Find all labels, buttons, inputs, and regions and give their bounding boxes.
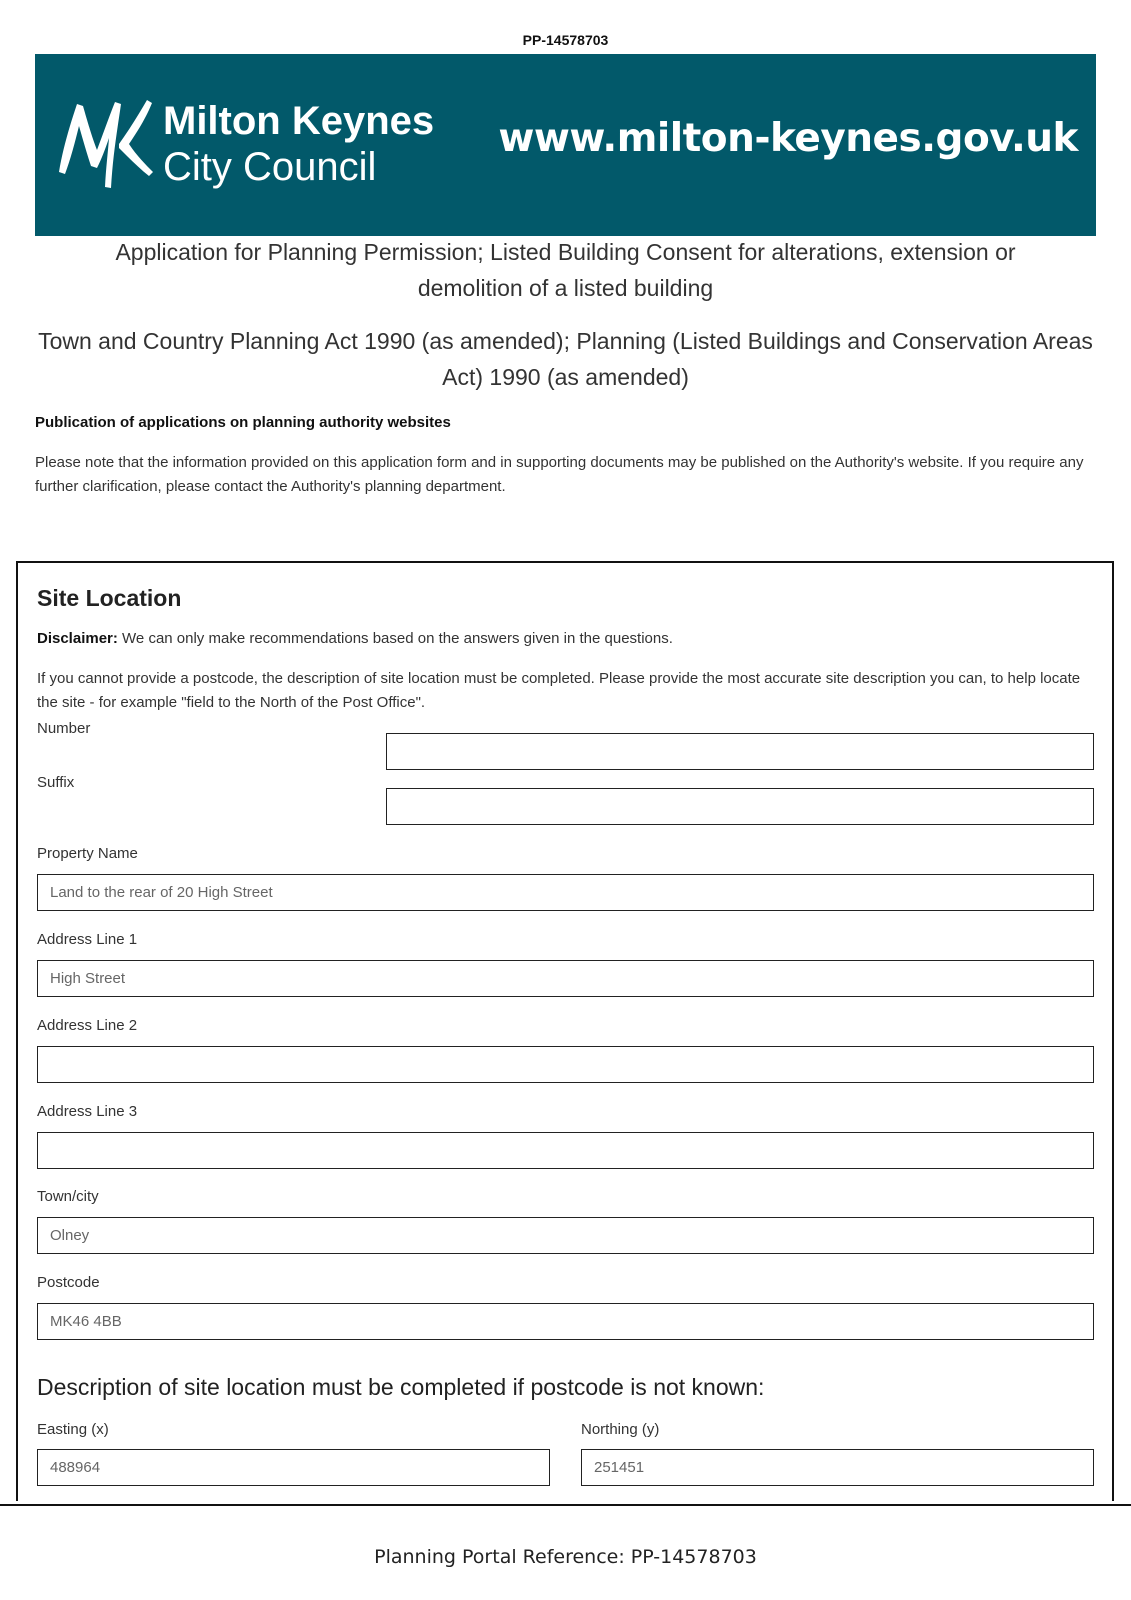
property-name-label: Property Name xyxy=(37,845,138,862)
disclaimer xyxy=(37,630,673,647)
publication-heading: Publication of applications on planning authority websites xyxy=(35,414,451,431)
address-line-1-field[interactable]: High Street xyxy=(37,960,1094,997)
council-banner xyxy=(35,54,1096,236)
disclaimer-text: We can only make recommendations based on the answers given in the questions. xyxy=(117,630,673,647)
property-name-field[interactable]: Land to the rear of 20 High Street xyxy=(37,874,1094,911)
town-city-label: Town/city xyxy=(37,1188,99,1205)
council-name xyxy=(163,98,434,190)
council-website: www.milton-keynes.gov.uk xyxy=(498,116,1078,161)
number-field[interactable] xyxy=(386,733,1094,770)
postcode-label: Postcode xyxy=(37,1274,100,1291)
northing-field[interactable]: 251451 xyxy=(581,1449,1094,1486)
section-title: Site Location xyxy=(37,585,182,611)
address-line-3-label: Address Line 3 xyxy=(37,1103,138,1120)
publication-text: Please note that the information provided on this application form and in supporting documents may be published on the Authority's website. If you require any further clarification, please contact the Authority's planning department. xyxy=(35,454,1084,495)
form-title: Application for Planning Permission; Listed Building Consent for alterations, extension or demolition of a listed building xyxy=(115,239,1016,301)
form-act: Town and Country Planning Act 1990 (as amended); Planning (Listed Buildings and Conservation Areas Act) 1990 (as amended) xyxy=(38,328,1093,390)
easting-label: Easting (x) xyxy=(37,1421,109,1438)
suffix-label: Suffix xyxy=(37,774,75,791)
footer-reference: Planning Portal Reference: PP-14578703 xyxy=(374,1546,757,1568)
number-label: Number xyxy=(37,720,91,737)
northing-label: Northing (y) xyxy=(581,1421,660,1438)
address-line-2-label: Address Line 2 xyxy=(37,1017,138,1034)
suffix-field[interactable] xyxy=(386,788,1094,825)
mk-logo-icon xyxy=(53,92,153,192)
disclaimer-label: Disclaimer: xyxy=(37,630,118,647)
postcode-field[interactable]: MK46 4BB xyxy=(37,1303,1094,1340)
council-name-line2: City Council xyxy=(163,145,377,189)
postcode-note: If you cannot provide a postcode, the description of site location must be completed. Please provide the most accurate site description you can, to help locate the site - for example "field to the North of the Post Office". xyxy=(37,670,1081,711)
description-heading: Description of site location must be completed if postcode is not known: xyxy=(37,1374,765,1400)
address-line-1-label: Address Line 1 xyxy=(37,931,138,948)
page-break-line xyxy=(0,1504,1131,1506)
council-name-line1: Milton Keynes xyxy=(163,99,435,143)
easting-field[interactable]: 488964 xyxy=(37,1449,550,1486)
top-reference: PP-14578703 xyxy=(522,32,609,48)
address-line-2-field[interactable] xyxy=(37,1046,1094,1083)
address-line-3-field[interactable] xyxy=(37,1132,1094,1169)
town-city-field[interactable]: Olney xyxy=(37,1217,1094,1254)
